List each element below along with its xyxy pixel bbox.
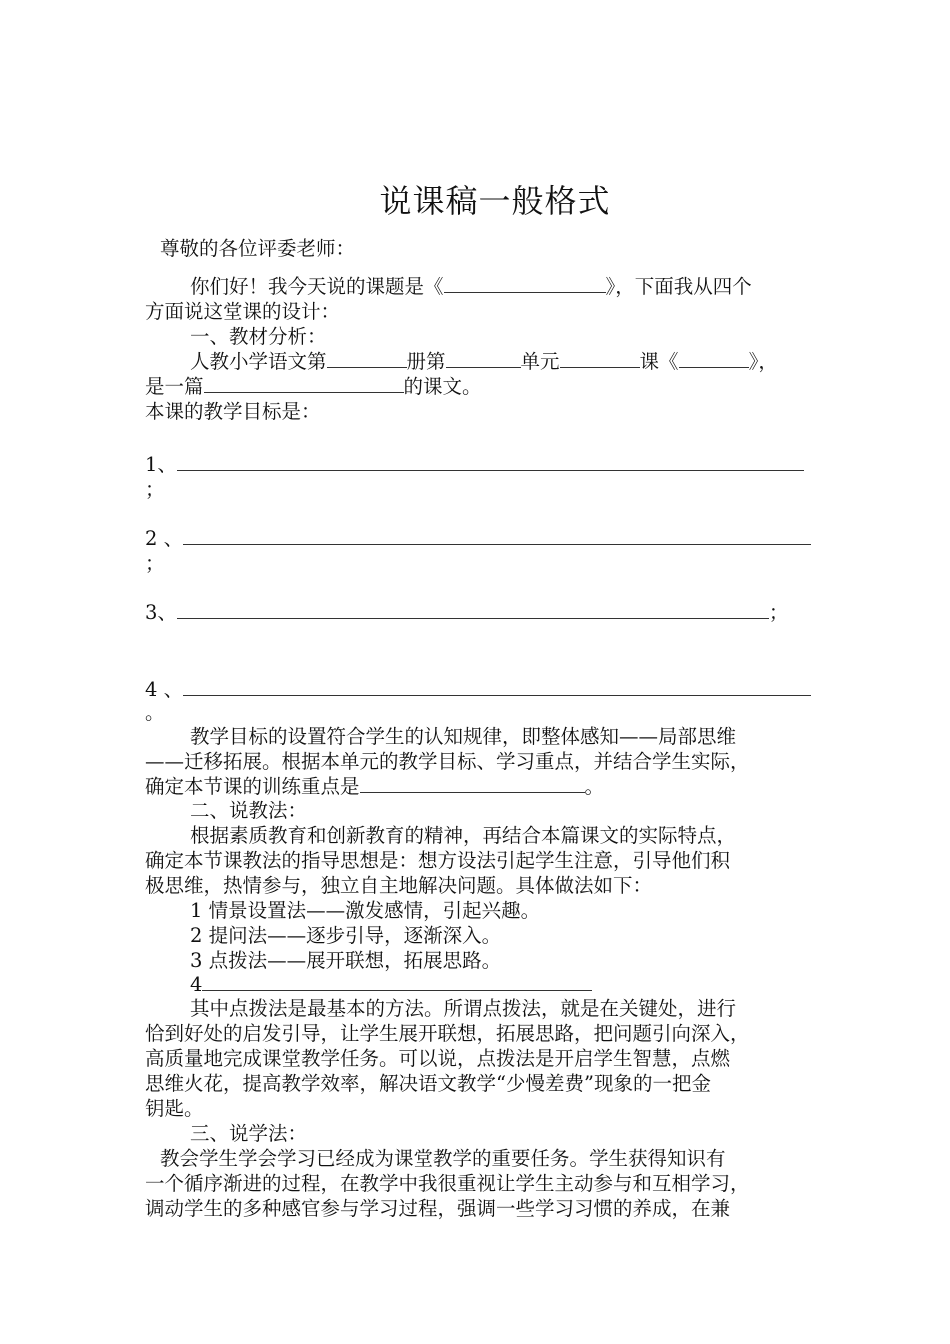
goal-1-number: 1、	[145, 453, 177, 476]
method-item-1: 1 情景设置法——激发感情，引起兴趣。	[190, 899, 541, 922]
material-text-e: 》，	[748, 350, 778, 373]
goals-para-line-1: 教学目标的设置符合学生的认知规律，即整体感知——局部思维	[190, 725, 737, 748]
page-title: 说课稿一般格式	[379, 182, 611, 220]
intro-line-2: 方面说这堂课的设计：	[145, 300, 341, 323]
goal-2-number: 2 、	[145, 527, 184, 550]
dianbo-para-line-1: 其中点拨法是最基本的方法。所谓点拨法，就是在关键处，进行	[190, 997, 737, 1020]
goal-4-blank[interactable]	[183, 677, 811, 696]
method-item-4-blank[interactable]	[202, 972, 592, 991]
material-line-2	[145, 374, 482, 399]
goal-4-number: 4 、	[145, 678, 184, 701]
method-item-4-number: 4	[190, 973, 203, 996]
material-text-c: 单元	[520, 350, 560, 373]
method-item-2: 2 提问法——逐步引导，逐渐深入。	[190, 924, 502, 947]
method-para-line-1: 根据素质教育和创新教育的精神，再结合本篇课文的实际特点，	[190, 824, 737, 847]
goal-2-end: ；	[145, 552, 165, 575]
goal-4	[145, 677, 811, 702]
material2-text-b: 的课文。	[403, 375, 482, 398]
section2-heading: 二、说教法：	[190, 799, 308, 822]
learning-para-line-3: 调动学生的多种感官参与学习过程，强调一些学习习惯的养成，在兼	[145, 1197, 731, 1220]
volume-blank[interactable]	[327, 349, 407, 368]
dianbo-para-line-2: 恰到好处的启发引导，让学生展开联想，拓展思路，把问题引向深入，	[145, 1022, 750, 1045]
learning-para-line-1: 教会学生学会学习已经成为课堂教学的重要任务。学生获得知识有	[160, 1147, 726, 1170]
intro-text-a: 你们好！我今天说的课题是《	[190, 275, 444, 298]
goal-3-end: ；	[768, 601, 789, 624]
key-point-text: 确定本节课的训练重点是	[145, 775, 360, 798]
goal-1-end: ；	[145, 478, 165, 501]
key-point-blank[interactable]	[360, 774, 585, 793]
material-line-1	[190, 349, 778, 374]
section1-heading: 一、教材分析：	[190, 325, 327, 348]
greeting: 尊敬的各位评委老师：	[160, 237, 356, 260]
goal-4-end: 。	[145, 701, 165, 724]
goals-para-line-3	[145, 774, 604, 799]
method-item-3: 3 点拨法——展开联想，拓展思路。	[190, 949, 502, 972]
method-item-4	[190, 972, 592, 997]
goal-3	[145, 600, 788, 625]
goal-2-blank[interactable]	[183, 526, 811, 545]
goal-3-blank[interactable]	[177, 600, 769, 619]
goal-3-number: 3、	[145, 601, 177, 624]
intro-line-1	[190, 274, 752, 299]
material-text-a: 人教小学语文第	[190, 350, 327, 373]
learning-para-line-2: 一个循序渐进的过程，在教学中我很重视让学生主动参与和互相学习，	[145, 1172, 750, 1195]
goal-2	[145, 526, 811, 551]
material2-text-a: 是一篇	[145, 375, 204, 398]
goal-1	[145, 452, 804, 477]
method-para-line-3: 极思维，热情参与，独立自主地解决问题。具体做法如下：	[145, 874, 653, 897]
dianbo-para-line-3: 高质量地完成课堂教学任务。可以说，点拨法是开启学生智慧，点燃	[145, 1047, 731, 1070]
lesson-title-blank[interactable]	[679, 349, 749, 368]
goal-1-blank[interactable]	[177, 452, 804, 471]
topic-blank[interactable]	[444, 274, 606, 293]
key-point-end: 。	[584, 775, 605, 798]
goals-para-line-2: ——迁移拓展。根据本单元的教学目标、学习重点，并结合学生实际，	[145, 750, 750, 773]
lesson-blank[interactable]	[560, 349, 640, 368]
article-type-blank[interactable]	[204, 374, 404, 393]
goals-label: 本课的教学目标是：	[145, 400, 321, 423]
section3-heading: 三、说学法：	[190, 1122, 308, 1145]
material-text-d: 课《	[639, 350, 679, 373]
material-text-b: 册第	[406, 350, 446, 373]
dianbo-para-line-4: 思维火花，提高教学效率，解决语文教学“少慢差费”现象的一把金	[145, 1072, 711, 1095]
dianbo-para-line-5: 钥匙。	[145, 1097, 204, 1120]
intro-text-b: 》，下面我从四个	[605, 275, 752, 298]
unit-blank[interactable]	[446, 349, 521, 368]
method-para-line-2: 确定本节课教法的指导思想是：想方设法引起学生注意，引导他们积	[145, 849, 731, 872]
